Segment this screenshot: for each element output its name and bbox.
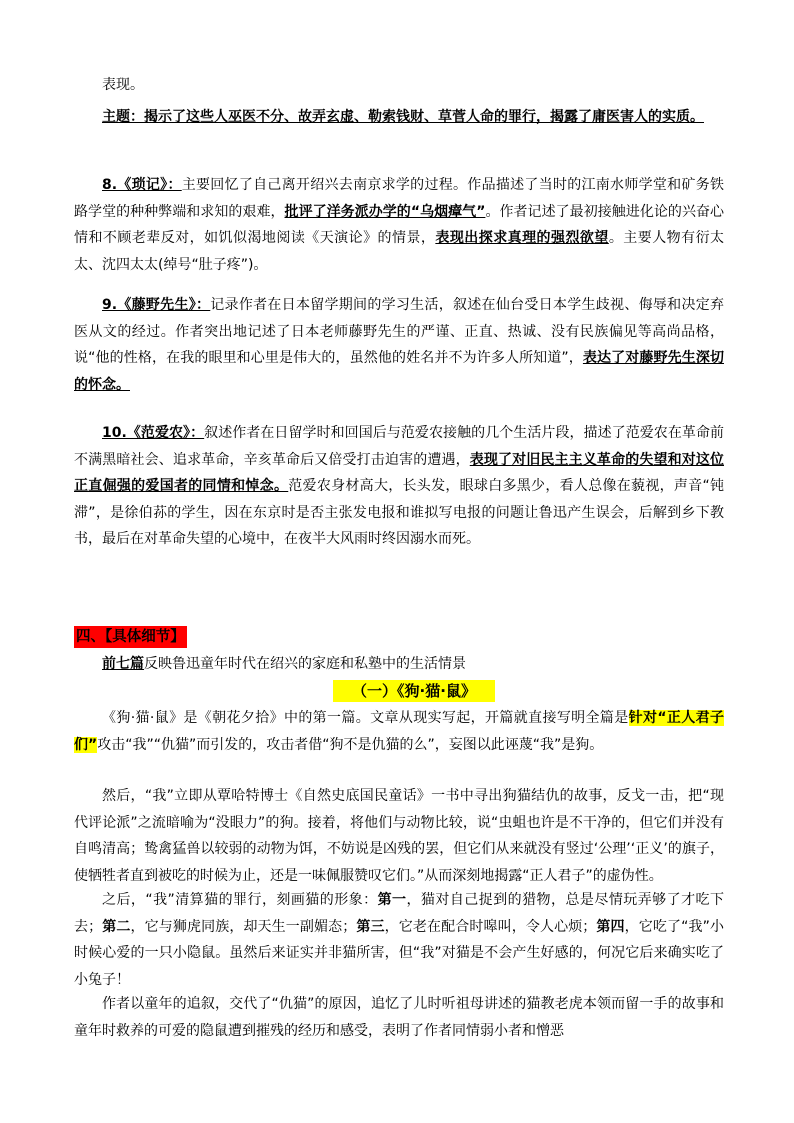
item10-text1: 叙述作者在日留学时和回国后与范爱农接触的几个生活片段，描述了范爱农在革命前不满黑暗社会、追求革命，辛亥革命后又倍受打击迫害的遭遇，: [74, 425, 725, 468]
subheading-bold: 前七篇: [102, 656, 144, 672]
p1-text2: 攻击“我”“仇猫”而引发的，攻击者借“狗不是仇猫的么”，妄图以此诬蔑“我”是狗。: [97, 736, 604, 753]
p3-text4: ，它老在配合时嗥叫，令人心烦；: [384, 918, 597, 935]
item10-emph1: 表现了对旧民主主义革命的失望和对这位正直倔强的爱国者的同情和悼念。: [74, 451, 724, 494]
paragraph-2: [74, 783, 724, 889]
section-heading: 四、【具体细节】: [74, 626, 187, 648]
p3-second: 第二: [102, 918, 131, 935]
p4-text: 作者以童年的追叙，交代了“仇猫”的原因，追忆了儿时听祖母讲述的猫教老虎本领而留一手的故事和童年时救养的可爱的隐鼠遭到摧残的经历和感受，表明了作者同情弱小者和憎恶: [74, 996, 724, 1039]
p3-text5: ，它吃了“我”小时候心爱的一只小隐鼠。虽然后来证实并非猫所害，但“我”对猫是不会产生好感的，何况它后来确实吃了小兔子！: [74, 918, 725, 988]
item8-text3: 。主要人物有衍太太、沈四太太(绰号“肚子疼”)。: [74, 230, 725, 273]
item8-emph2: 表现出探求真理的强烈欲望: [435, 230, 609, 246]
p3-first: 第一: [377, 892, 407, 908]
p3-text1: 之后，“我”清算猫的罪行，刻画猫的形象：: [102, 892, 378, 908]
p3-text3: ，它与狮虎同族，却天生一副媚态；: [130, 918, 357, 935]
item9-text1: 记录作者在日本留学期间的学习生活，叙述在仙台受日本学生歧视、侮辱和决定弃医从文的经过。作者突出地记述了日本老师藤野先生的严谨、正直、热诚、没有民族偏见等高尚品格，说“他的性格，在我的眼里和心里是伟大的，虽然他的姓名并不为许多人所知道”，: [74, 297, 724, 366]
subheading-text: 反映鲁迅童年时代在绍兴的家庭和私塾中的生活情景: [144, 656, 466, 672]
item10-title: 10.《范爱农》：: [102, 425, 205, 441]
item8-text1: 主要回忆了自己离开绍兴去南京求学的过程。作品描述了当时的江南水师学堂和矿务铁路学堂的种种弊端和求知的艰难，: [74, 177, 725, 220]
item10-paragraph: [74, 420, 724, 553]
essay-title: （一）《狗·猫·鼠》: [333, 680, 495, 702]
item8-title: 8.《琐记》：: [102, 177, 182, 193]
item9-title: 9.《藤野先生》：: [102, 297, 211, 313]
item8-text2: 。作者记述了最初接触进化论的兴奋心情和不顾老辈反对，如饥似渴地阅读《天演论》的情景，: [74, 203, 725, 246]
p1-highlight: 针对“正人君子们”: [74, 710, 724, 753]
item10-text2: 范爱农身材高大，长头发，眼球白多黑少，看人总像在藐视，声音“钝滞”，是徐伯荪的学生，因在东京时是否主张发电报和谁拟写电报的问题让鲁迅产生误会，后解到乡下教书，最后在对革命失望的心境中，在夜半大风雨时终因溺水而死。: [74, 478, 724, 547]
intro-tail-text: 表现。: [102, 77, 144, 93]
item8-paragraph: [74, 172, 724, 278]
section-subheading: [102, 653, 466, 675]
paragraph-3: [74, 887, 724, 993]
theme-label: 主题：: [102, 109, 144, 125]
theme-paragraph: [74, 104, 724, 131]
paragraph-4: [74, 991, 724, 1044]
theme-text: 揭示了这些人巫医不分、故弄玄虚、勒索钱财、草菅人命的罪行，揭露了庸医害人的实质。: [144, 109, 704, 125]
paragraph-1: [74, 705, 724, 758]
item8-emph1: 批评了洋务派办学的“乌烟瘴气”: [284, 203, 486, 220]
p3-text2: ，猫对自己捉到的猎物，总是尽情玩弄够了才吃下去；: [74, 892, 724, 935]
p1-text1: 《狗·猫·鼠》是《朝花夕拾》中的第一篇。文章从现实写起，开篇就直接写明全篇是: [102, 710, 629, 726]
p2-text: 然后，“我”立即从覃哈特博士《自然史底国民童话》一书中寻出狗猫结仇的故事，反戈一击，把“现代评论派”之流暗喻为“没眼力”的狗。接着，将他们与动物比较，说“虫蛆也许是不干净的，但它们并没有自鸣清高；鸷禽猛兽以较弱的动物为饵，不妨说是凶残的罢，但它们从来就没有竖过‘公理’‘正义’的旗子，使牺牲者直到被吃的时候为止，还是一味佩服赞叹它们。”从而深刻地揭露“正人君子”的虚伪性。: [74, 788, 724, 884]
p3-third: 第三: [356, 918, 385, 935]
intro-tail: [74, 72, 724, 99]
item9-emph1: 表达了对藤野先生深切的怀念。: [74, 350, 724, 393]
item9-paragraph: [74, 292, 724, 398]
p3-fourth: 第四: [596, 918, 625, 935]
